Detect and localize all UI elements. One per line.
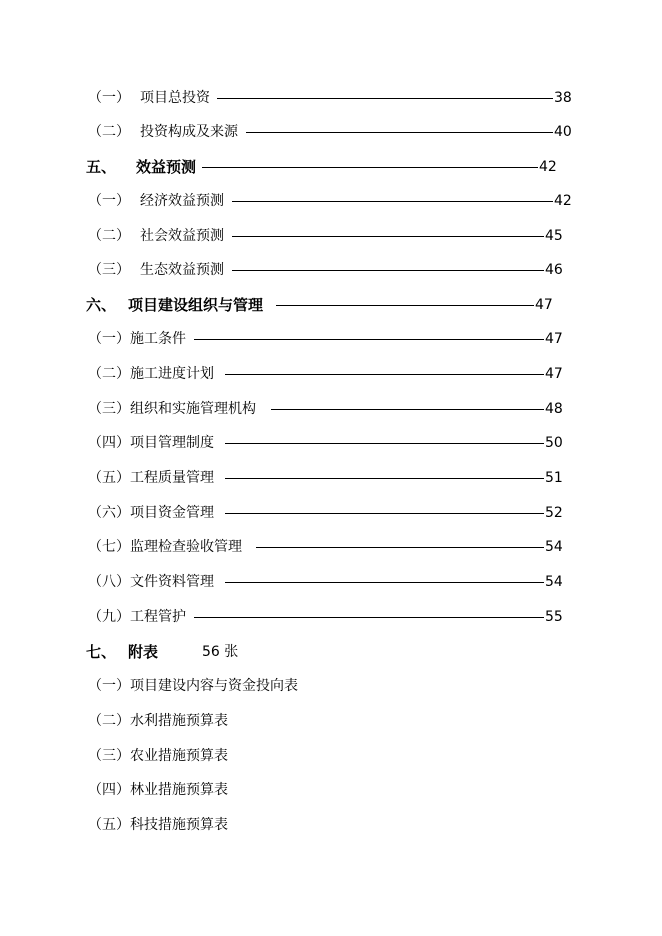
appendix-item-title: 水利措施预算表	[130, 713, 228, 729]
toc-entry-prefix: （二）	[88, 366, 130, 382]
toc-entry-prefix: （六）	[88, 505, 130, 521]
toc-section-title: 效益预测	[136, 158, 197, 176]
toc-section-page: 42	[539, 159, 557, 175]
toc-entry[interactable]	[0, 501, 662, 525]
toc-entry-prefix: （一）	[88, 90, 130, 106]
appendix-item-title: 林业措施预算表	[130, 782, 228, 798]
appendix-item[interactable]	[0, 813, 662, 837]
appendix-item-title: 科技措施预算表	[130, 817, 228, 833]
toc-entry-prefix: （三）	[88, 262, 130, 278]
toc-entry-page: 54	[545, 574, 563, 590]
toc-entry-page: 50	[545, 435, 563, 451]
toc-section-count: 56 张	[202, 644, 239, 660]
toc-leader-line	[194, 339, 544, 340]
toc-entry[interactable]	[0, 362, 662, 386]
appendix-item-prefix: （四）	[88, 782, 130, 798]
toc-section-prefix: 五、	[86, 158, 117, 176]
toc-leader-line	[225, 374, 544, 375]
toc-entry[interactable]	[0, 466, 662, 490]
toc-entry-prefix: （四）	[88, 435, 130, 451]
toc-section-title: 项目建设组织与管理	[128, 296, 264, 314]
toc-leader-line	[256, 547, 544, 548]
toc-entry-title: 施工条件	[130, 331, 186, 347]
toc-section-entry[interactable]	[0, 640, 662, 664]
toc-entry-title: 社会效益预测	[140, 228, 224, 244]
toc-entry[interactable]	[0, 431, 662, 455]
toc-section-title: 附表	[128, 643, 159, 661]
toc-entry-page: 51	[545, 470, 563, 486]
toc-leader-line	[232, 270, 544, 271]
toc-entry-title: 经济效益预测	[140, 193, 224, 209]
toc-entry-page: 46	[545, 262, 563, 278]
toc-entry-page: 48	[545, 401, 563, 417]
appendix-item-title: 项目建设内容与资金投向表	[130, 678, 298, 694]
appendix-item[interactable]	[0, 778, 662, 802]
appendix-item-prefix: （一）	[88, 678, 130, 694]
toc-entry[interactable]	[0, 86, 662, 110]
toc-section-page: 47	[535, 297, 553, 313]
toc-section-entry[interactable]	[0, 293, 662, 317]
toc-entry-prefix: （七）	[88, 539, 130, 555]
toc-entry-title: 项目资金管理	[130, 505, 214, 521]
toc-leader-line	[225, 478, 544, 479]
appendix-item-prefix: （五）	[88, 817, 130, 833]
toc-entry-page: 47	[545, 331, 563, 347]
toc-entry-prefix: （三）	[88, 401, 130, 417]
toc-entry-page: 47	[545, 366, 563, 382]
toc-leader-line	[232, 201, 553, 202]
toc-entry-title: 生态效益预测	[140, 262, 224, 278]
appendix-item[interactable]	[0, 674, 662, 698]
toc-entry[interactable]	[0, 397, 662, 421]
toc-section-prefix: 七、	[86, 643, 117, 661]
toc-entry-prefix: （一）	[88, 331, 130, 347]
toc-entry-page: 52	[545, 505, 563, 521]
toc-entry[interactable]	[0, 605, 662, 629]
toc-entry-page: 54	[545, 539, 563, 555]
appendix-item-title: 农业措施预算表	[130, 748, 228, 764]
toc-leader-line	[232, 236, 544, 237]
appendix-item[interactable]	[0, 744, 662, 768]
toc-entry-title: 工程管护	[130, 609, 186, 625]
toc-entry-page: 45	[545, 228, 563, 244]
toc-entry-page: 38	[554, 90, 572, 106]
toc-entry[interactable]	[0, 570, 662, 594]
toc-entry-page: 55	[545, 609, 563, 625]
toc-leader-line	[276, 305, 534, 306]
toc-leader-line	[225, 513, 544, 514]
toc-entry-title: 组织和实施管理机构	[130, 401, 256, 417]
toc-leader-line	[225, 443, 544, 444]
toc-entry-page: 40	[554, 124, 572, 140]
toc-entry-prefix: （二）	[88, 228, 130, 244]
toc-entry-prefix: （一）	[88, 193, 130, 209]
toc-entry-title: 文件资料管理	[130, 574, 214, 590]
toc-entry-page: 42	[554, 193, 572, 209]
toc-entry-title: 项目总投资	[140, 90, 210, 106]
toc-entry[interactable]	[0, 258, 662, 282]
appendix-item-prefix: （三）	[88, 748, 130, 764]
toc-leader-line	[246, 132, 553, 133]
toc-section-prefix: 六、	[86, 296, 117, 314]
toc-entry[interactable]	[0, 120, 662, 144]
toc-entry[interactable]	[0, 189, 662, 213]
toc-leader-line	[271, 409, 544, 410]
toc-leader-line	[217, 98, 553, 99]
toc-entry-title: 监理检查验收管理	[130, 539, 242, 555]
toc-entry[interactable]	[0, 224, 662, 248]
toc-entry-title: 投资构成及来源	[140, 124, 238, 140]
toc-leader-line	[194, 617, 544, 618]
toc-leader-line	[202, 167, 538, 168]
appendix-item-prefix: （二）	[88, 713, 130, 729]
toc-entry-prefix: （五）	[88, 470, 130, 486]
toc-entry-prefix: （九）	[88, 609, 130, 625]
toc-entry-title: 项目管理制度	[130, 435, 214, 451]
toc-entry-prefix: （二）	[88, 124, 130, 140]
toc-section-entry[interactable]	[0, 155, 662, 179]
toc-entry-title: 工程质量管理	[130, 470, 214, 486]
toc-entry-prefix: （八）	[88, 574, 130, 590]
appendix-item[interactable]	[0, 709, 662, 733]
toc-entry-title: 施工进度计划	[130, 366, 214, 382]
toc-entry[interactable]	[0, 535, 662, 559]
toc-entry[interactable]	[0, 327, 662, 351]
toc-leader-line	[225, 582, 544, 583]
